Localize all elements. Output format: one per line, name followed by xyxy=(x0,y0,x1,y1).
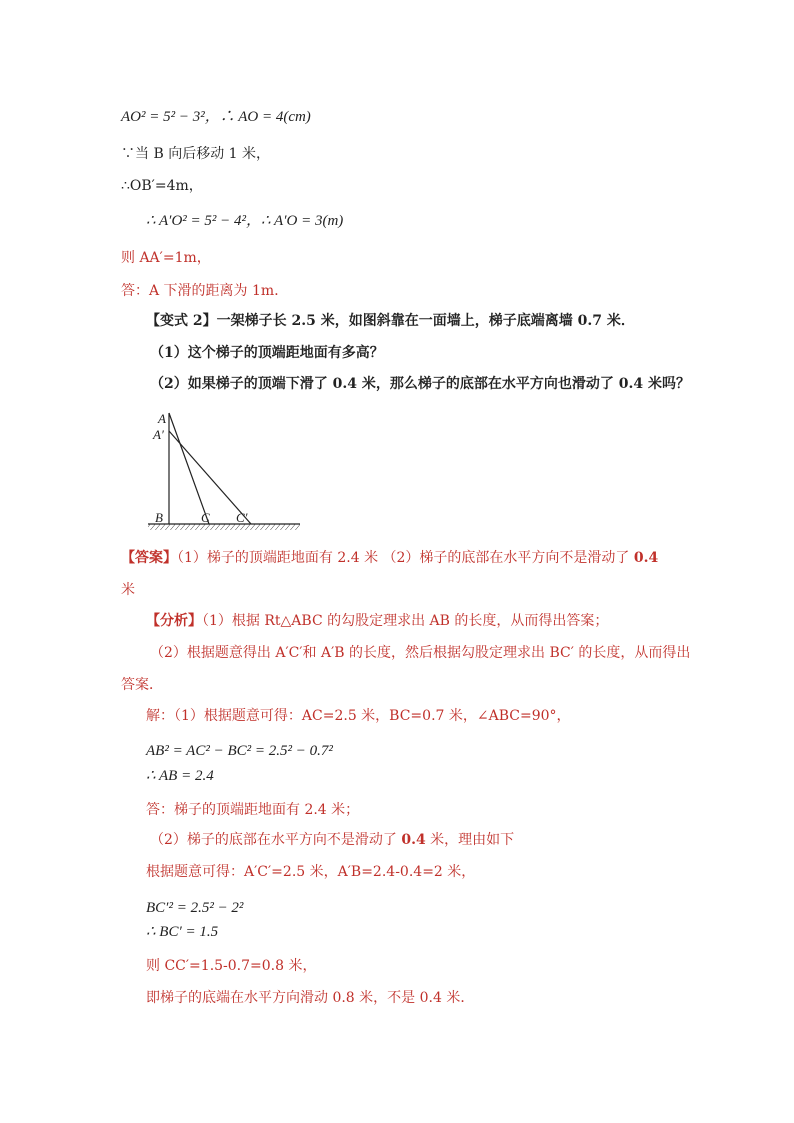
text-answer-slide: 答：A 下滑的距离为 1m． xyxy=(121,283,289,299)
label-a: A xyxy=(158,411,166,426)
equation-a-prime-o: ∴ A′O² = 5² − 4²，∴ A′O = 3(m) xyxy=(146,213,344,229)
equation-ab: ∴ AB = 2.4 xyxy=(146,768,214,784)
text-cc-prime: 则 CC′=1.5-0.7=0.8 米， xyxy=(146,958,317,974)
solution-part-2-text: （2）梯子的底部在水平方向不是滑动了 xyxy=(150,832,402,848)
variant-2-text: 一架梯子长 2.5 米，如图斜靠在一面墙上，梯子底端离墙 0.7 米． xyxy=(216,313,635,329)
equation-ab-squared: AB² = AC² − BC² = 2.5² − 0.7² xyxy=(146,743,333,759)
solution-part-2 xyxy=(150,830,514,850)
answer-text: （1）梯子的顶端距地面有 2.4 米 （2）梯子的底部在水平方向不是滑动了 xyxy=(177,550,634,566)
question-1: （1）这个梯子的顶端距地面有多高？ xyxy=(150,345,384,361)
analysis-part-2-end: 答案． xyxy=(121,677,163,693)
text-ob-prime: ∴OB′=4m， xyxy=(121,178,203,194)
variant-2-statement xyxy=(146,311,635,331)
final-conclusion: 即梯子的底端在水平方向滑动 0.8 米，不是 0.4 米． xyxy=(146,990,475,1006)
answer-line xyxy=(121,548,658,568)
equation-bc-prime-squared: BC′² = 2.5² − 2² xyxy=(146,900,244,916)
ladder-ac xyxy=(169,413,209,524)
answer-height: 答：梯子的顶端距地面有 2.4 米； xyxy=(146,802,360,818)
text-b-moves: ∵当 B 向后移动 1 米， xyxy=(121,146,270,162)
solution-given: 解：（1）根据题意可得：AC=2.5 米，BC=0.7 米，∠ABC=90°， xyxy=(146,708,571,724)
equation-ao: AO² = 5² − 3²，∴ AO = 4(cm) xyxy=(121,109,311,125)
ladder-figure xyxy=(140,405,310,535)
analysis-part-2: （2）根据题意得出 A′C′和 A′B 的长度，然后根据勾股定理求出 BC′ 的长度，从而得出 xyxy=(150,645,691,661)
solution-given-2: 根据题意可得：A′C′=2.5 米，A′B=2.4-0.4=2 米， xyxy=(146,864,476,880)
label-a-prime: A′ xyxy=(153,427,164,442)
question-2: （2）如果梯子的顶端下滑了 0.4 米，那么梯子的底部在水平方向也滑动了 0.4 米吗？ xyxy=(150,376,690,392)
ground-hatching xyxy=(148,524,300,530)
answer-value: 0.4 xyxy=(633,550,659,566)
label-b: B xyxy=(155,510,163,525)
label-c: C xyxy=(201,510,210,525)
label-c-prime: C′ xyxy=(236,510,248,525)
analysis-text: （1）根据 Rt△ABC 的勾股定理求出 AB 的长度，从而得出答案； xyxy=(202,613,609,629)
solution-part-2-end: 米，理由如下 xyxy=(425,832,515,848)
analysis-tag: 【分析】 xyxy=(146,613,202,629)
answer-unit: 米 xyxy=(121,582,135,598)
analysis-line xyxy=(146,611,608,631)
solution-part-2-value: 0.4 xyxy=(401,832,426,848)
variant-2-tag: 【变式 2】 xyxy=(146,313,217,329)
answer-tag: 【答案】 xyxy=(121,550,177,566)
equation-bc-prime: ∴ BC′ = 1.5 xyxy=(146,924,219,940)
text-aa-prime: 则 AA′=1m， xyxy=(121,250,211,266)
